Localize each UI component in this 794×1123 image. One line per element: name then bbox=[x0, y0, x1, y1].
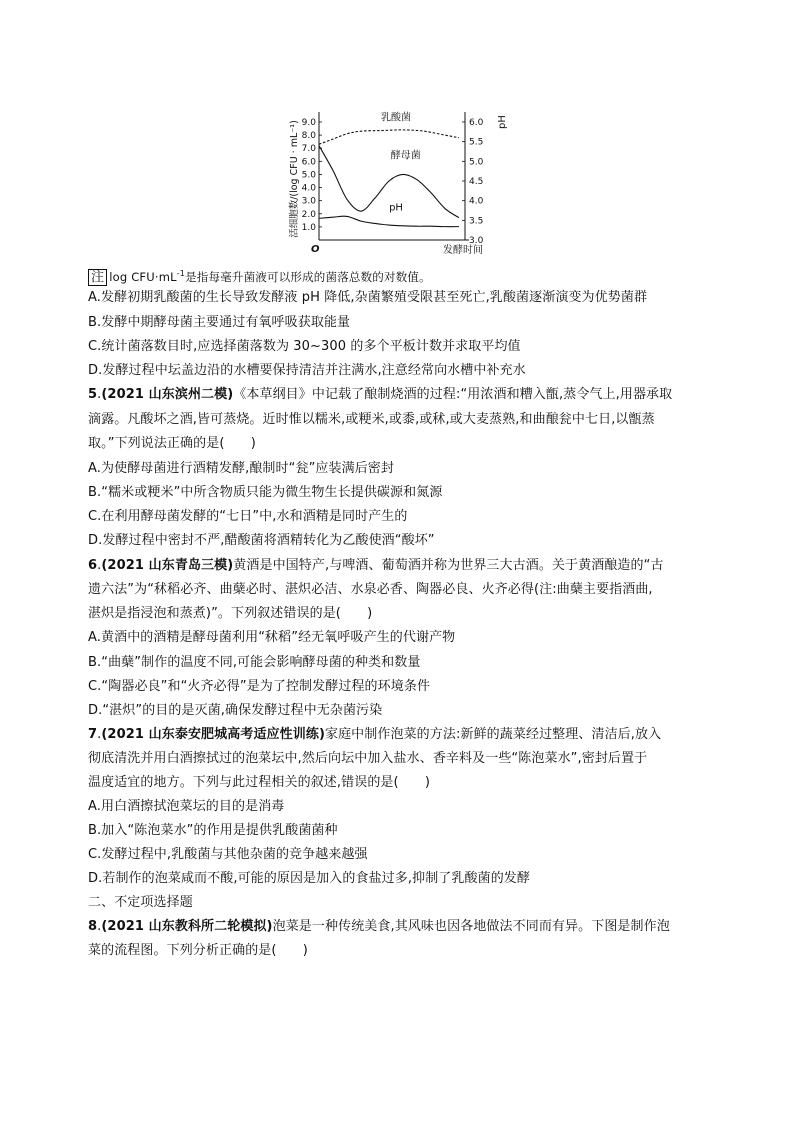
right-tick-label: 6.0 bbox=[469, 118, 484, 128]
q6-number: 6 bbox=[88, 558, 98, 573]
note-label: 注 bbox=[88, 269, 107, 286]
q5-option-b: B.“糯米或粳米”中所含物质只能为微生物生长提供碳源和氮源 bbox=[88, 485, 443, 500]
q4-option-b: B.发酵中期酵母菌主要通过有氧呼吸获取能量 bbox=[88, 315, 351, 330]
q7-stem-line-3: 温度适宜的地方。下列与此过程相关的叙述,错误的是( ) bbox=[88, 775, 431, 790]
q8-text-1: 泡菜是一种传统美食,其风味也因各地做法不同而有异。下图是制作泡 bbox=[272, 919, 670, 934]
left-tick-label: 8.0 bbox=[301, 131, 316, 142]
q7-option-b: B.加入“陈泡菜水”的作用是提供乳酸菌菌种 bbox=[88, 823, 338, 838]
q7-stem-line-1: 7.(2021 山东泰安肥城高考适应性训练)家庭中制作泡菜的方法:新鲜的蔬菜经过整理、清洁后,放入 bbox=[88, 727, 662, 742]
note-unit: log CFU·mL bbox=[109, 270, 177, 284]
chart-svg bbox=[283, 100, 513, 260]
q5-option-a: A.为使酵母菌进行酒精发酵,酿制时“瓮”应装满后密封 bbox=[88, 461, 394, 476]
q5-stem-line-1: 5.(2021 山东滨州二模)《本草纲目》中记载了酿制烧酒的过程:“用浓酒和糟入甑,蒸令气上,用器承取 bbox=[88, 387, 673, 402]
q5-number: 5 bbox=[88, 387, 98, 402]
q4-option-c: C.统计菌落数目时,应选择菌落数为 30~300 的多个平板计数并求取平均值 bbox=[88, 339, 521, 354]
note-text: 是指每毫升菌液可以形成的菌落总数的对数值。 bbox=[185, 270, 431, 284]
chart-note bbox=[88, 266, 431, 285]
q8-number: 8 bbox=[88, 919, 98, 934]
q7-source: (2021 山东泰安肥城高考适应性训练) bbox=[101, 727, 325, 742]
q5-stem-line-3: 取。”下列说法正确的是( ) bbox=[88, 436, 256, 451]
q7-number: 7 bbox=[88, 727, 98, 742]
note-sup: -1 bbox=[176, 269, 186, 279]
q4-option-a: A.发酵初期乳酸菌的生长导致发酵液 pH 降低,杂菌繁殖受限甚至死亡,乳酸菌逐渐演变为优势菌群 bbox=[88, 290, 648, 305]
q6-stem-line-2: 遗六法”为“秫稻必齐、曲蘖必时、湛炽必洁、水泉必香、陶器必良、火齐必得(注:曲蘖主要指酒曲, bbox=[88, 582, 653, 597]
series-label-1: 酵母菌 bbox=[390, 150, 421, 162]
series-label-2: pH bbox=[389, 202, 403, 214]
right-tick-label: 5.5 bbox=[469, 137, 484, 148]
fermentation-chart bbox=[283, 100, 513, 260]
q5-option-c: C.在利用酵母菌发酵的“七日”中,水和酒精是同时产生的 bbox=[88, 509, 408, 524]
left-tick-label: 6.0 bbox=[301, 157, 316, 168]
left-tick-label: 1.0 bbox=[301, 222, 316, 233]
right-tick-label: 4.0 bbox=[469, 196, 484, 207]
left-tick-label: 9.0 bbox=[301, 118, 316, 128]
section-heading: 二、不定项选择题 bbox=[88, 895, 193, 910]
right-tick-label: 3.0 bbox=[469, 236, 484, 246]
q6-option-d: D.“湛炽”的目的是灭菌,确保发酵过程中无杂菌污染 bbox=[88, 703, 383, 718]
q8-source: (2021 山东教科所二轮模拟) bbox=[101, 919, 273, 934]
q5-text-1: 《本草纲目》中记载了酿制烧酒的过程:“用浓酒和糟入甑,蒸令气上,用器承取 bbox=[233, 387, 673, 402]
left-tick-label: 7.0 bbox=[301, 144, 316, 155]
q5-source: (2021 山东滨州二模) bbox=[101, 387, 234, 402]
series-line-0 bbox=[319, 130, 459, 144]
q6-source: (2021 山东青岛三模) bbox=[101, 558, 234, 573]
q7-option-c: C.发酵过程中,乳酸菌与其他杂菌的竞争越来越强 bbox=[88, 847, 368, 862]
q5-option-d: D.发酵过程中密封不严,醋酸菌将酒精转化为乙酸使酒“酸坏” bbox=[88, 533, 435, 548]
q7-option-d: D.若制作的泡菜咸而不酸,可能的原因是加入的食盐过多,抑制了乳酸菌的发酵 bbox=[88, 871, 531, 886]
origin-label: O bbox=[311, 244, 320, 255]
left-tick-label: 2.0 bbox=[301, 209, 316, 220]
right-tick-label: 3.5 bbox=[469, 216, 484, 227]
left-tick-label: 5.0 bbox=[301, 170, 316, 181]
left-axis-label: 活细胞数/(log CFU · mL⁻¹) bbox=[289, 120, 300, 238]
q5-stem-line-2: 滴露。凡酸坏之酒,皆可蒸烧。近时惟以糯米,或粳米,或黍,或秫,或大麦蒸熟,和曲酿瓮中七日,以甑蒸 bbox=[88, 412, 655, 427]
right-axis-label: pH bbox=[497, 115, 508, 129]
q4-option-d: D.发酵过程中坛盖边沿的水槽要保持清洁并注满水,注意经常向水槽中补充水 bbox=[88, 363, 526, 378]
series-label-0: 乳酸菌 bbox=[381, 112, 411, 124]
q7-stem-line-2: 彻底清洗并用白酒擦拭过的泡菜坛中,然后向坛中加入盐水、香辛料及一些“陈泡菜水”,密封后置于 bbox=[88, 751, 648, 766]
x-axis-label: 发酵时间 bbox=[443, 245, 483, 256]
q6-option-c: C.“陶器必良”和“火齐必得”是为了控制发酵过程的环境条件 bbox=[88, 679, 431, 694]
q6-stem-line-3: 湛炽是指浸泡和蒸煮)”。下列叙述错误的是( ) bbox=[88, 606, 373, 621]
q8-stem-line-1: 8.(2021 山东教科所二轮模拟)泡菜是一种传统美食,其风味也因各地做法不同而有异。下图是制作泡 bbox=[88, 919, 670, 934]
q6-option-a: A.黄酒中的酒精是酵母菌利用“秫稻”经无氧呼吸产生的代谢产物 bbox=[88, 630, 456, 645]
q7-text-1: 家庭中制作泡菜的方法:新鲜的蔬菜经过整理、清洁后,放入 bbox=[324, 727, 662, 742]
series-line-2 bbox=[319, 216, 459, 226]
q8-stem-line-2: 菜的流程图。下列分析正确的是( ) bbox=[88, 943, 308, 958]
right-tick-label: 4.5 bbox=[469, 177, 484, 187]
q6-stem-line-1: 6.(2021 山东青岛三模)黄酒是中国特产,与啤酒、葡萄酒并称为世界三大古酒。关于黄酒酿造的“古 bbox=[88, 558, 664, 573]
q7-option-a: A.用白酒擦拭泡菜坛的目的是消毒 bbox=[88, 799, 285, 814]
right-tick-label: 5.0 bbox=[469, 157, 484, 168]
q6-text-1: 黄酒是中国特产,与啤酒、葡萄酒并称为世界三大古酒。关于黄酒酿造的“古 bbox=[233, 558, 664, 573]
left-tick-label: 3.0 bbox=[301, 196, 316, 207]
q6-option-b: B.“曲蘖”制作的温度不同,可能会影响酵母菌的种类和数量 bbox=[88, 655, 421, 670]
left-tick-label: 4.0 bbox=[301, 183, 316, 194]
